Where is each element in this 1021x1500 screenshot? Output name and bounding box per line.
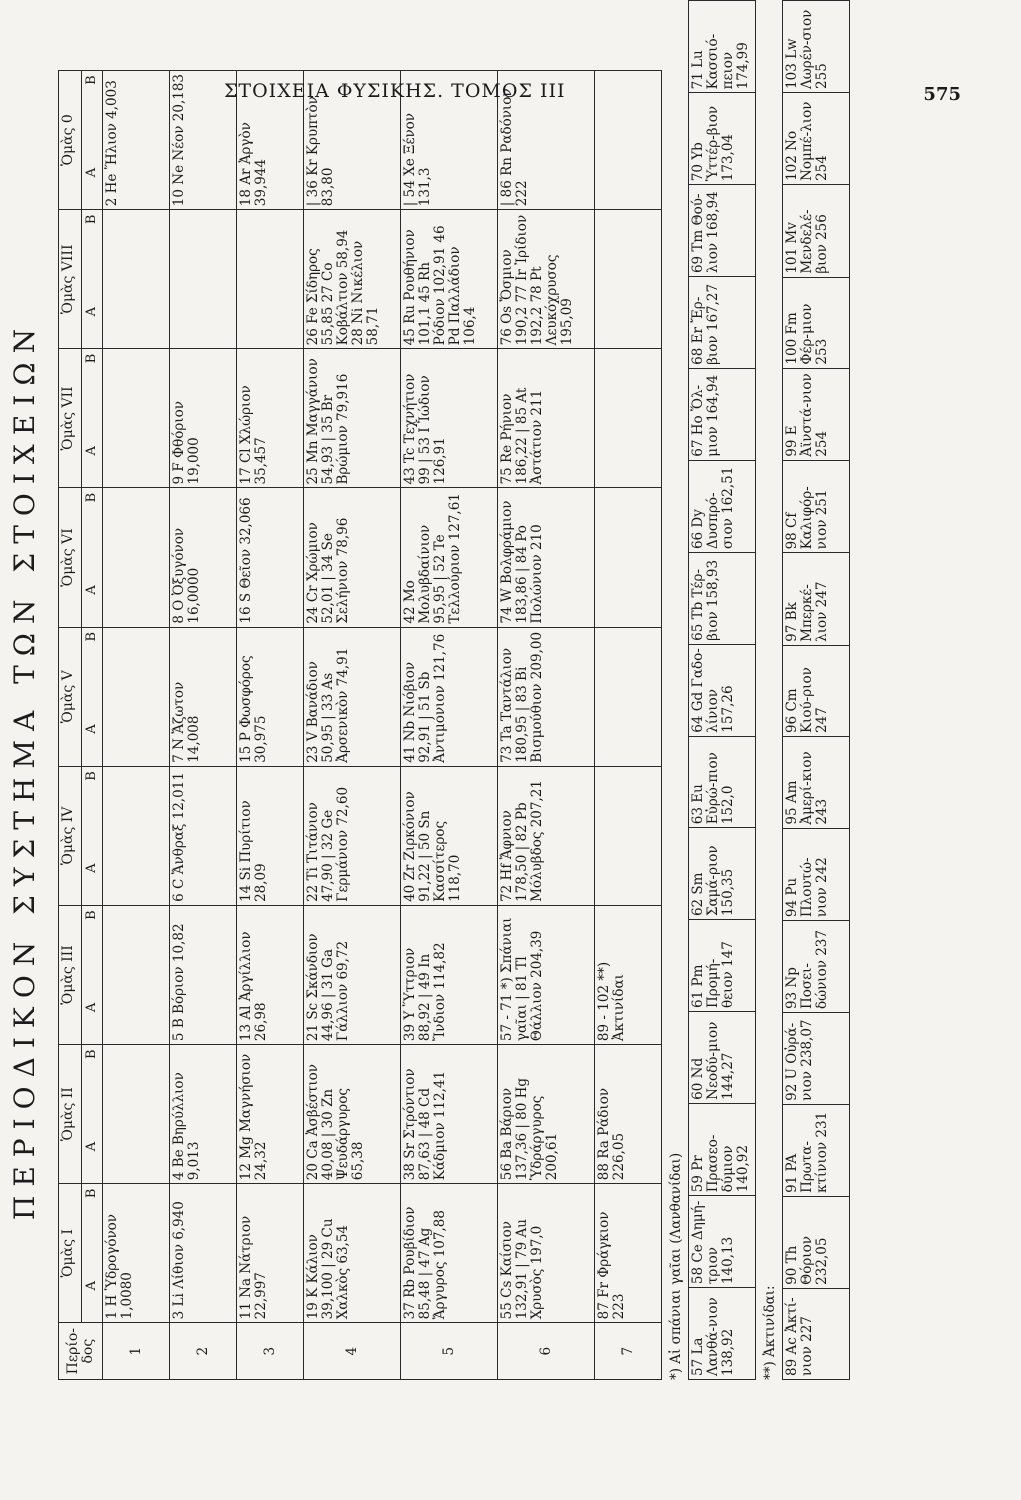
group-header: Ὁμὰς IV [59,766,82,905]
group-header: Ὁμὰς VII [59,349,82,488]
element-cell: 64 Gd Γαδο-λίνιον 157,26 [689,644,756,736]
element-cell: 101 Mv Μενδελέ-βιον 256 [783,184,850,277]
group-header: Ὁμὰς II [59,1045,82,1184]
element-cell: 14 Si Πυρίτιον 28,09 [237,766,304,905]
page-number: 575 [923,84,961,105]
element-cell: 95 Am Ἀμερί-κιον 243 [783,737,850,829]
element-cell: 100 Fm Φέρ-μιον 253 [783,277,850,368]
element-cell: 57 - 71 *) Σπάνιαι γαῖαι | 81 Tl Θάλλιον 204,39 [498,905,595,1044]
subgroup-b: B [84,492,99,503]
element-cell: 18 Ar Ἀργὸν 39,944 [237,71,304,210]
element-cell: 74 W Βολφράμιον 183,86 | 84 Po Πολώνιον 210 [498,488,595,627]
element-cell: | 36 Kr Κρυπτὸν 83,80 [304,71,401,210]
element-cell: 4 Be Βηρύλλιον 9,013 [170,1045,237,1184]
period-number: 3 [237,1323,304,1380]
element-cell [595,627,662,766]
element-cell [103,766,170,905]
element-cell: | 54 Xe Ξένον 131,3 [401,71,498,210]
element-cell: 37 Rb Ρουβίδιον 85,48 | 47 Ag Ἄργυρος 107,88 [401,1184,498,1323]
subgroup-a: A [84,1141,99,1152]
element-cell [237,210,304,349]
element-cell: 10 Ne Νέον 20,183 [170,71,237,210]
period-number: 5 [401,1323,498,1380]
element-cell: 91 PA Πρωτα-κτίνιον 231 [783,1104,850,1196]
subgroup-a: A [84,585,99,595]
subgroup-a: A [84,446,99,456]
element-cell: 12 Mg Μαγνήσιον 24,32 [237,1045,304,1184]
element-cell: 69 Tm Θού-λιον 168,94 [689,185,756,277]
element-cell: 70 Yb Ὑττέρ-βιον 173,04 [689,93,756,185]
element-cell: 68 Er Ἔρ-βιον 167,27 [689,277,756,369]
period-number: 7 [595,1323,662,1380]
element-cell: 43 Tc Τεχνήτιον 99 | 53 I Ἰώδιον 126,91 [401,349,498,488]
lanthanides-table [688,0,756,1380]
lanthanides-note: *) Αἱ σπάνιαι γαῖαι (Λανθανίδαι) [668,1152,684,1380]
element-cell: 9 F Φθόριον 19,000 [170,349,237,488]
element-cell: 5 B Βόριον 10,82 [170,905,237,1044]
element-cell: 92 U Οὐρά-νιον 238,07 [783,1013,850,1105]
subgroup-a: A [84,1002,99,1013]
element-cell: 1 H Ὑδρογόνον 1,0080 [103,1184,170,1323]
element-cell: 71 Lu Κασσιό-πειον 174,99 [689,1,756,93]
group-header: Ὁμὰς III [59,905,82,1044]
group-header: Ὁμὰς V [59,627,82,766]
element-cell [595,71,662,210]
element-cell: 2 He Ἥλιον 4,003 [103,71,170,210]
element-cell: 89 Ac Ἀκτί-νιον 227 [783,1288,850,1379]
subgroup-a: A [84,1280,99,1291]
running-head: ΣΤΟΙΧΕΙΑ ΦΥΣΙΚΗΣ. ΤΟΜΟΣ III [224,80,566,102]
element-cell: 60 Nd Νεοδύ-μιον 144,27 [689,1011,756,1103]
element-cell: 87 Fr Φράγκιον 223 [595,1184,662,1323]
table-row [689,1,756,1380]
element-cell: 57 La Λανθά-νιον 138,92 [689,1288,756,1380]
subgroup-a: A [84,724,99,734]
subgroup-a: A [84,863,99,873]
element-cell: 21 Sc Σκάνδιον 44,96 | 31 Ga Γάλλιον 69,72 [304,905,401,1044]
element-cell: 58 Ce Δημή-τριον 140,13 [689,1196,756,1288]
element-cell: 13 Al Ἀργίλλιον 26,98 [237,905,304,1044]
period-number: 4 [304,1323,401,1380]
subgroup-header-row [82,71,103,1380]
group-header: Ὁμὰς VIII [59,210,82,349]
table-row [237,71,304,1380]
subgroup-b: B [84,1188,99,1199]
subgroup-b: B [84,631,99,642]
element-cell: 99 E Ἀϊνστά-νιον 254 [783,368,850,460]
group-header: Ὁμὰς I [59,1184,82,1323]
element-cell: 41 Nb Νιόβιον 92,91 | 51 Sb Ἀντιμόνιον 121,76 [401,627,498,766]
subgroup-b: B [84,1049,99,1059]
element-cell: 7 N Ἄζωτον 14,008 [170,627,237,766]
element-cell: 16 S Θεῖον 32,066 [237,488,304,627]
subgroup-b: B [84,353,99,364]
element-cell: 73 Ta Ταντάλιον 180,95 | 83 Bi Βισμούθιον 209,00 [498,627,595,766]
subgroup-b: B [84,771,99,781]
table-row [103,71,170,1380]
element-cell: 90 Th Θόριον 232,05 [783,1196,850,1288]
period-header: Περίο-δος [59,1323,103,1380]
page-title: ΠΕΡΙΟΔΙΚΟΝ ΣΥΣΤΗΜΑ ΤΩΝ ΣΤΟΙΧΕΙΩΝ [8,319,41,1221]
subgroup-a: A [84,167,99,178]
table-row [401,71,498,1380]
element-cell [103,905,170,1044]
element-cell: 39 Y Ὕττριον 88,92 | 49 In Ἴνδιον 114,82 [401,905,498,1044]
element-cell: 19 K Κάλιον 39,100 | 29 Cu Χαλκὸς 63,54 [304,1184,401,1323]
element-cell: 26 Fe Σίδηρος 55,85 27 Co Κοβάλτιον 58,94 28 Ni Νικέλιον 58,71 [304,210,401,349]
element-cell: 23 V Βανάδιον 50,95 | 33 As Ἀρσενικὸν 74,91 [304,627,401,766]
table-row [304,71,401,1380]
table-row [498,71,595,1380]
element-cell [595,210,662,349]
element-cell: 67 Ho Ὅλ-μιον 164,94 [689,368,756,460]
periodic-table [58,70,662,1380]
element-cell: 42 Mo Μολυβδαίνιον 95,95 | 52 Te Τελλούριον 127,61 [401,488,498,627]
table-row [170,71,237,1380]
element-cell [103,210,170,349]
element-cell: 56 Ba Βάριον 137,36 | 80 Hg Ὑδράργυρος 200,61 [498,1045,595,1184]
element-cell: 66 Dy Δυσπρό-σιον 162,51 [689,460,756,552]
element-cell: | 86 Rn Ραδόνιον 222 [498,71,595,210]
actinides-table [782,0,850,1380]
element-cell: 96 Cm Κιού-ριον 247 [783,645,850,736]
element-cell [595,766,662,905]
element-cell: 102 No Νομπέ-λιον 254 [783,92,850,184]
group-header: Ὁμὰς VI [59,488,82,627]
element-cell [103,1045,170,1184]
subgroup-b: B [84,75,99,85]
element-cell [103,349,170,488]
element-cell: 3 Li Λίθιον 6,940 [170,1184,237,1323]
subgroup-b: B [84,214,99,225]
element-cell: 94 Pu Πλουτώ-νιον 242 [783,828,850,921]
element-cell: 103 Lw Λωρέν-σιον 255 [783,1,850,93]
element-cell: 93 Np Ποσει-δώνιον 237 [783,921,850,1013]
element-cell: 75 Re Ρήνιον 186,22 | 85 At Ἀστάτιον 211 [498,349,595,488]
element-cell: 76 Os Ὄσμιον 190,2 77 Ir Ἰρίδιον 192,2 78 Pt Λευκόχρυσος 195,09 [498,210,595,349]
table-body [103,71,662,1380]
element-cell: 6 C Ἄνθραξ 12,011 [170,766,237,905]
element-cell: 40 Zr Ζιρκόνιον 91,22 | 50 Sn Κασσίτερος 118,70 [401,766,498,905]
element-cell: 88 Ra Ράδιον 226,05 [595,1045,662,1184]
element-cell: 25 Mn Μαγγάνιον 54,93 | 35 Br Βρώμιον 79,916 [304,349,401,488]
element-cell: 59 Pr Πρασεο-δύμιον 140,92 [689,1103,756,1195]
element-cell [103,627,170,766]
element-cell: 65 Tb Τέρ-βιον 158,93 [689,553,756,645]
element-cell: 20 Ca Ἀσβέστιον 40,08 | 30 Zn Ψευδάργυρος 65,38 [304,1045,401,1184]
period-number: 1 [103,1323,170,1380]
element-cell [595,349,662,488]
element-cell: 72 Hf Ἄφνιον 178,50 | 82 Pb Μόλυβδος 207,21 [498,766,595,905]
element-cell: 63 Eu Εὐρώ-πιον 152,0 [689,736,756,828]
element-cell [170,210,237,349]
period-number: 6 [498,1323,595,1380]
period-number: 2 [170,1323,237,1380]
element-cell: 22 Ti Τιτάνιον 47,90 | 32 Ge Γερμάνιον 72,60 [304,766,401,905]
group-header-row [59,71,82,1380]
group-header: Ὁμὰς 0 [59,71,82,210]
element-cell [103,488,170,627]
table-row [783,1,850,1380]
element-cell: 98 Cf Καλιφόρ-νιον 251 [783,460,850,553]
element-cell: 45 Ru Ρουθήνιον 101,1 45 Rh Ρόδιον 102,91 46 Pd Παλλάδιον 106,4 [401,210,498,349]
actinides-note: **) Ἀκτινίδαι: [762,1285,778,1380]
element-cell: 97 Bk Μπερκέ-λιον 247 [783,553,850,645]
element-cell: 17 Cl Χλώριον 35,457 [237,349,304,488]
element-cell: 61 Pm Προμή-θειον 147 [689,920,756,1012]
subgroup-a: A [84,306,99,317]
table-row [595,71,662,1380]
element-cell: 38 Sr Στρόντιον 87,63 | 48 Cd Κάδμιον 112,41 [401,1045,498,1184]
element-cell: 24 Cr Χρώμιον 52,01 | 34 Se Σελήνιον 78,96 [304,488,401,627]
element-cell: 55 Cs Καίσιον 132,91 | 79 Au Χρυσὸς 197,0 [498,1184,595,1323]
element-cell: 89 - 102 **) Ἀκτινίδαι [595,905,662,1044]
element-cell: 62 Sm Σαμά-ριον 150,35 [689,828,756,920]
subgroup-b: B [84,910,99,920]
element-cell: 8 O Ὀξυγόνον 16,0000 [170,488,237,627]
element-cell [595,488,662,627]
element-cell: 11 Na Νάτριον 22,997 [237,1184,304,1323]
element-cell: 15 P Φωσφόρος 30,975 [237,627,304,766]
